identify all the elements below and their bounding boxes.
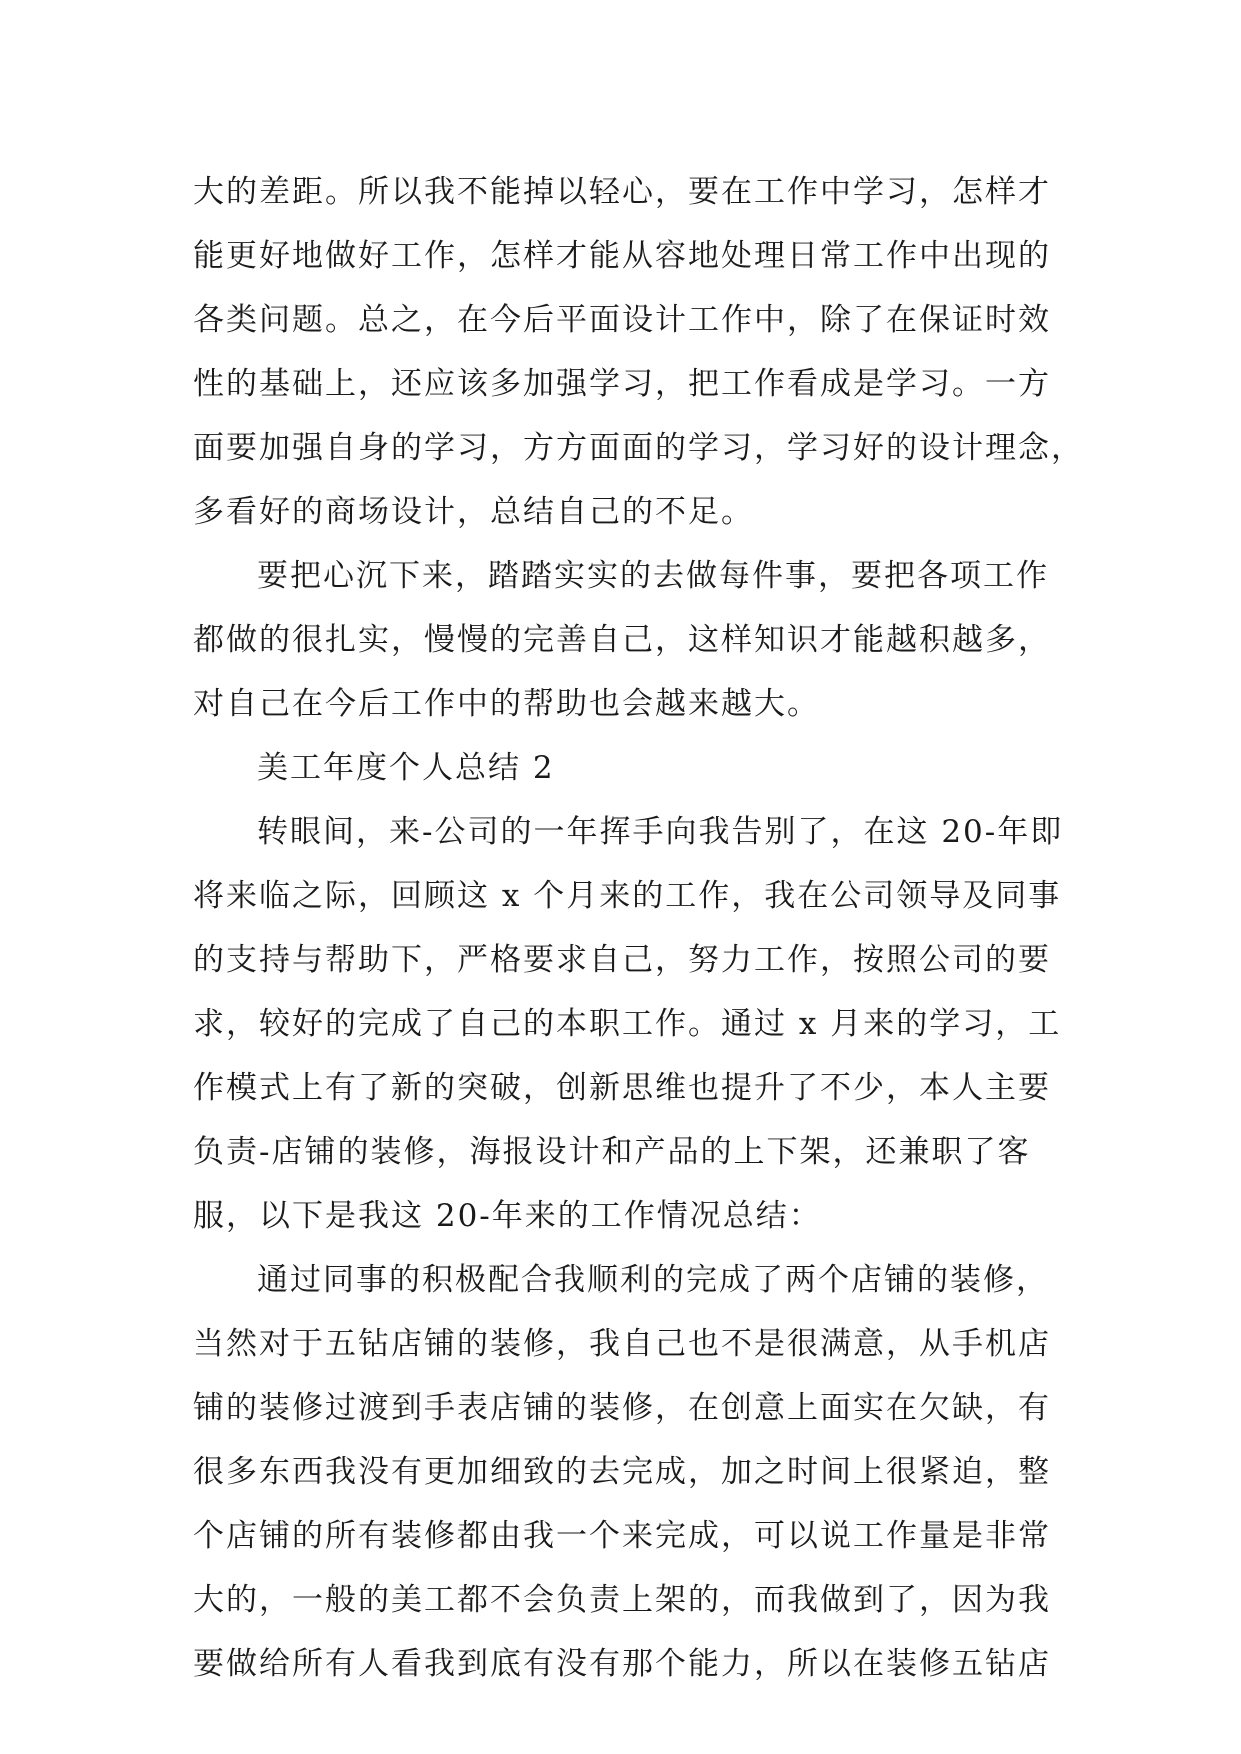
text-line: 的支持与帮助下，严格要求自己，努力工作，按照公司的要 bbox=[193, 942, 1051, 978]
document-body bbox=[193, 160, 1084, 1696]
text-line: 多看好的商场设计，总结自己的不足。 bbox=[193, 494, 754, 530]
text-line: 能更好地做好工作，怎样才能从容地处理日常工作中出现的 bbox=[193, 238, 1051, 274]
text-line: 服，以下是我这 20-年来的工作情况总结： bbox=[193, 1198, 822, 1234]
text-line: 将来临之际，回顾这 x 个月来的工作，我在公司领导及同事 bbox=[193, 878, 1062, 914]
text-line: 负责-店铺的装修，海报设计和产品的上下架，还兼职了客 bbox=[193, 1134, 1031, 1170]
text-line: 大的差距。所以我不能掉以轻心，要在工作中学习，怎样才 bbox=[193, 174, 1051, 210]
text-line: 大的，一般的美工都不会负责上架的，而我做到了，因为我 bbox=[193, 1582, 1051, 1618]
text-line: 要做给所有人看我到底有没有那个能力，所以在装修五钻店 bbox=[193, 1646, 1051, 1682]
text-line: 面要加强自身的学习，方方面面的学习，学习好的设计理念， bbox=[193, 430, 1084, 466]
text-line: 当然对于五钻店铺的装修，我自己也不是很满意，从手机店 bbox=[193, 1326, 1051, 1362]
section-heading: 美工年度个人总结 2 bbox=[257, 750, 555, 786]
text-line: 都做的很扎实，慢慢的完善自己，这样知识才能越积越多， bbox=[193, 622, 1051, 658]
text-line: 性的基础上，还应该多加强学习，把工作看成是学习。一方 bbox=[193, 366, 1051, 402]
text-line: 对自己在今后工作中的帮助也会越来越大。 bbox=[193, 686, 820, 722]
paragraph-first-line: 要把心沉下来，踏踏实实的去做每件事，要把各项工作 bbox=[257, 558, 1049, 594]
text-line: 作模式上有了新的突破，创新思维也提升了不少，本人主要 bbox=[193, 1070, 1051, 1106]
paragraph-first-line: 转眼间，来-公司的一年挥手向我告别了，在这 20-年即 bbox=[257, 814, 1064, 850]
text-line: 很多东西我没有更加细致的去完成，加之时间上很紧迫，整 bbox=[193, 1454, 1051, 1490]
text-line: 各类问题。总之，在今后平面设计工作中，除了在保证时效 bbox=[193, 302, 1051, 338]
text-line: 个店铺的所有装修都由我一个来完成，可以说工作量是非常 bbox=[193, 1518, 1051, 1554]
text-line: 求，较好的完成了自己的本职工作。通过 x 月来的学习，工 bbox=[193, 1006, 1062, 1042]
paragraph-first-line: 通过同事的积极配合我顺利的完成了两个店铺的装修， bbox=[257, 1262, 1049, 1298]
text-line: 铺的装修过渡到手表店铺的装修，在创意上面实在欠缺，有 bbox=[193, 1390, 1051, 1426]
